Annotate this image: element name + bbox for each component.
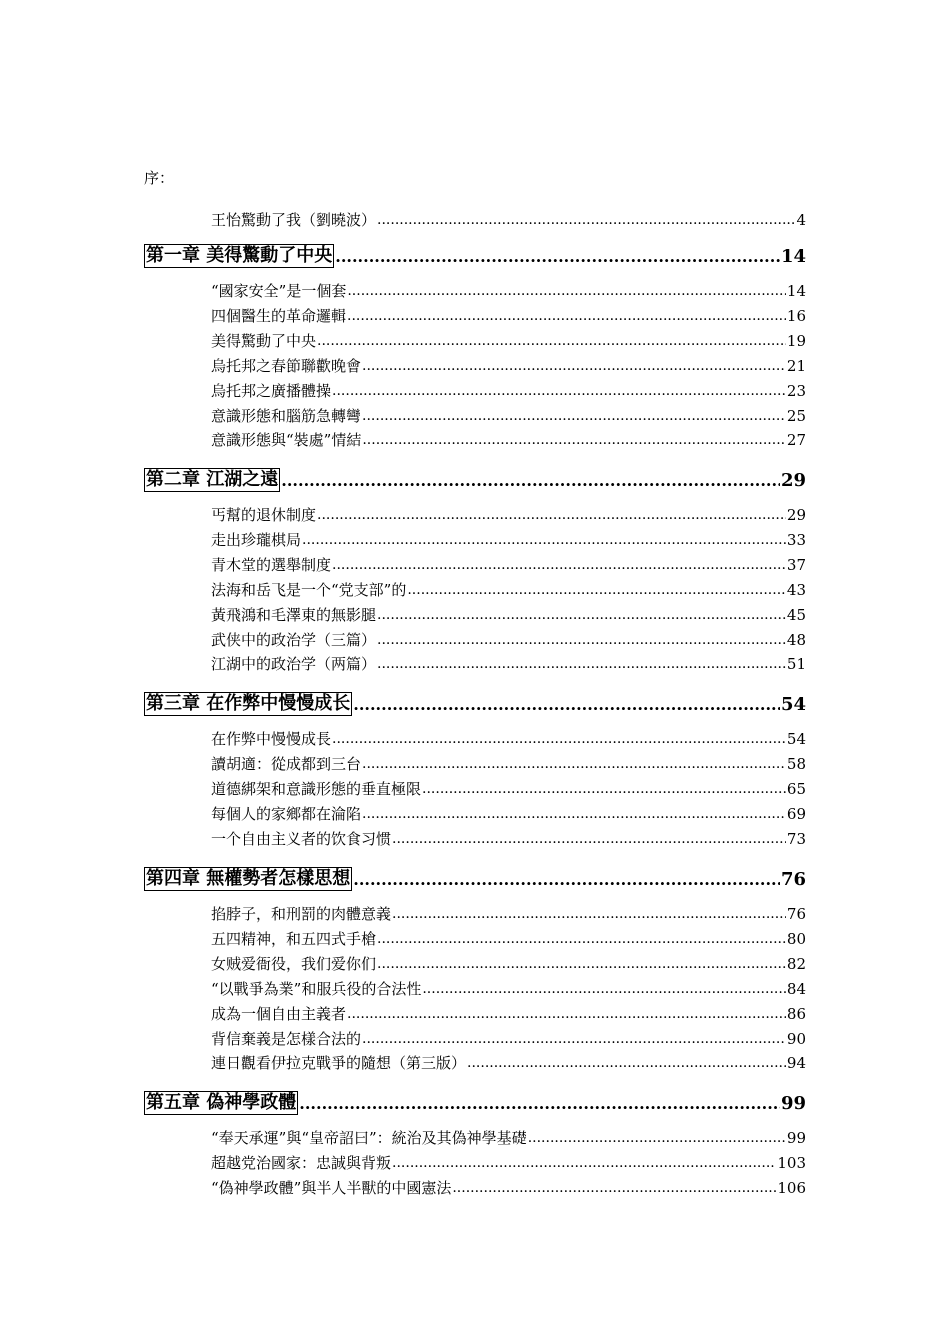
dot-leader bbox=[332, 381, 786, 401]
toc-entry[interactable] bbox=[211, 503, 806, 525]
toc-entry[interactable] bbox=[211, 578, 806, 600]
toc-entry[interactable] bbox=[211, 603, 806, 625]
chapter-heading[interactable] bbox=[144, 1089, 806, 1115]
toc-entry[interactable] bbox=[211, 1002, 806, 1024]
toc-entry-page: 76 bbox=[786, 905, 806, 923]
toc-entry[interactable] bbox=[211, 952, 806, 974]
toc-entry-title: 掐脖子，和刑罰的肉體意義 bbox=[211, 905, 392, 923]
toc-entry[interactable] bbox=[211, 727, 806, 749]
dot-leader bbox=[422, 779, 786, 799]
toc-entry[interactable] bbox=[211, 902, 806, 924]
toc-entry-title: 王怡驚動了我（劉曉波） bbox=[211, 211, 377, 229]
toc-entry-page: 82 bbox=[786, 955, 806, 973]
toc-entry[interactable] bbox=[211, 927, 806, 949]
toc-entry[interactable] bbox=[211, 1151, 806, 1173]
toc-entry-title: “奉天承運”與“皇帝詔曰”：統治及其偽神學基礎 bbox=[211, 1129, 527, 1147]
dot-leader bbox=[392, 829, 786, 849]
toc-entry[interactable] bbox=[211, 304, 806, 326]
dot-leader bbox=[335, 246, 780, 268]
toc-entry-page: 27 bbox=[786, 431, 806, 449]
toc-entry-page: 14 bbox=[786, 282, 806, 300]
chapter-heading-page: 76 bbox=[780, 869, 806, 890]
toc-entry-page: 80 bbox=[786, 930, 806, 948]
chapter-heading-title: 第四章 無權勢者怎樣思想 bbox=[146, 868, 351, 889]
dot-leader bbox=[302, 530, 786, 550]
toc-entry-title: 烏托邦之廣播體操 bbox=[211, 382, 332, 400]
toc-entry-page: 16 bbox=[786, 307, 806, 325]
toc-entry-page: 33 bbox=[786, 531, 806, 549]
toc-entry-page: 51 bbox=[786, 655, 806, 673]
toc-entry-title: 武侠中的政治学（三篇） bbox=[211, 631, 377, 649]
chapter-heading-page: 99 bbox=[780, 1093, 806, 1114]
toc-entry-title: 四個醫生的革命邏輯 bbox=[211, 307, 347, 325]
dot-leader bbox=[407, 580, 786, 600]
dot-leader bbox=[528, 1128, 786, 1148]
toc-entry[interactable] bbox=[211, 528, 806, 550]
toc-entry-page: 84 bbox=[786, 980, 806, 998]
dot-leader bbox=[347, 281, 786, 301]
toc-entry-title: 江湖中的政治学（两篇） bbox=[211, 655, 377, 673]
toc-entry[interactable] bbox=[211, 802, 806, 824]
toc-entry-title: 道德綁架和意識形態的垂直極限 bbox=[211, 780, 422, 798]
toc-entry-title: 每個人的家鄉都在淪陷 bbox=[211, 805, 362, 823]
toc-entry-page: 4 bbox=[796, 211, 806, 229]
toc-entry[interactable] bbox=[211, 1027, 806, 1049]
toc-entry-title: 青木堂的選舉制度 bbox=[211, 556, 332, 574]
toc-entry-title: 一个自由主义者的饮食习惯 bbox=[211, 830, 392, 848]
toc-entry-page: 65 bbox=[786, 780, 806, 798]
toc-entry-page: 21 bbox=[786, 357, 806, 375]
toc-entry-title: 走出珍瓏棋局 bbox=[211, 531, 302, 549]
preface-heading: 序： bbox=[144, 169, 175, 187]
toc-entry-page: 94 bbox=[786, 1054, 806, 1072]
dot-leader bbox=[332, 729, 786, 749]
chapter-heading-page: 14 bbox=[780, 246, 806, 267]
toc-entry-title: 美得驚動了中央 bbox=[211, 332, 317, 350]
toc-entry-title: 黃飛鴻和毛澤東的無影腿 bbox=[211, 606, 377, 624]
dot-leader bbox=[353, 694, 780, 716]
dot-leader bbox=[362, 356, 786, 376]
toc-entry-title: 意識形態和腦筋急轉彎 bbox=[211, 407, 362, 425]
toc-entry-page: 23 bbox=[786, 382, 806, 400]
toc-entry[interactable] bbox=[211, 279, 806, 301]
dot-leader bbox=[377, 210, 795, 230]
dot-leader bbox=[347, 306, 786, 326]
toc-entry[interactable] bbox=[211, 1126, 806, 1148]
toc-entry-page: 106 bbox=[777, 1179, 806, 1197]
toc-entry[interactable] bbox=[211, 827, 806, 849]
dot-leader bbox=[317, 331, 786, 351]
toc-entry-page: 103 bbox=[777, 1154, 806, 1172]
toc-entry[interactable] bbox=[211, 404, 806, 426]
toc-entry[interactable] bbox=[211, 329, 806, 351]
dot-leader bbox=[392, 1153, 776, 1173]
toc-entry-page: 90 bbox=[786, 1030, 806, 1048]
toc-entry-title: “國家安全”是一個套 bbox=[211, 282, 347, 300]
toc-entry-page: 25 bbox=[786, 407, 806, 425]
toc-entry-page: 99 bbox=[786, 1129, 806, 1147]
toc-entry-title: 意識形態與“裝處”情結 bbox=[211, 431, 362, 449]
chapter-heading[interactable] bbox=[144, 865, 806, 891]
chapter-heading-title: 第三章 在作弊中慢慢成长 bbox=[146, 693, 351, 714]
toc-entry-page: 69 bbox=[786, 805, 806, 823]
toc-entry-page: 43 bbox=[786, 581, 806, 599]
toc-entry[interactable] bbox=[211, 354, 806, 376]
chapter-heading-page: 29 bbox=[780, 470, 806, 491]
toc-entry-title: 連日觀看伊拉克戰爭的隨想（第三版） bbox=[211, 1054, 467, 1072]
dot-leader bbox=[362, 1029, 786, 1049]
toc-entry-page: 86 bbox=[786, 1005, 806, 1023]
dot-leader bbox=[392, 904, 786, 924]
chapter-heading[interactable] bbox=[144, 466, 806, 492]
dot-leader bbox=[317, 505, 786, 525]
chapter-heading-title: 第一章 美得驚動了中央 bbox=[146, 245, 333, 266]
toc-entry-page: 54 bbox=[786, 730, 806, 748]
chapter-heading[interactable] bbox=[144, 242, 806, 268]
dot-leader bbox=[362, 406, 786, 426]
dot-leader bbox=[299, 1093, 780, 1115]
toc-entry-title: 成為一個自由主義者 bbox=[211, 1005, 347, 1023]
toc-entry-title: 在作弊中慢慢成長 bbox=[211, 730, 332, 748]
toc-entry-title: 背信棄義是怎樣合法的 bbox=[211, 1030, 362, 1048]
chapter-heading-title: 第五章 偽神學政體 bbox=[146, 1092, 297, 1113]
dot-leader bbox=[377, 954, 786, 974]
toc-entry-page: 45 bbox=[786, 606, 806, 624]
toc-entry[interactable] bbox=[211, 428, 806, 450]
dot-leader bbox=[467, 1053, 786, 1073]
toc-entry-page: 58 bbox=[786, 755, 806, 773]
dot-leader bbox=[362, 754, 786, 774]
toc-entry[interactable] bbox=[211, 1051, 806, 1073]
toc-entry-title: 讀胡適：從成都到三台 bbox=[211, 755, 362, 773]
toc-entry[interactable] bbox=[211, 208, 806, 230]
dot-leader bbox=[377, 630, 786, 650]
toc-entry-page: 37 bbox=[786, 556, 806, 574]
chapter-heading[interactable] bbox=[144, 690, 806, 716]
chapter-heading-title: 第二章 江湖之遠 bbox=[146, 469, 279, 490]
dot-leader bbox=[422, 979, 786, 999]
dot-leader bbox=[362, 430, 786, 450]
toc-entry-page: 29 bbox=[786, 506, 806, 524]
toc-entry-title: 法海和岳飞是一个“党支部”的 bbox=[211, 581, 407, 599]
dot-leader bbox=[353, 869, 780, 891]
toc-entry[interactable] bbox=[211, 628, 806, 650]
dot-leader bbox=[362, 804, 786, 824]
dot-leader bbox=[377, 929, 786, 949]
dot-leader bbox=[332, 555, 786, 575]
chapter-heading-page: 54 bbox=[780, 694, 806, 715]
toc-entry[interactable] bbox=[211, 777, 806, 799]
toc-entry[interactable] bbox=[211, 1176, 806, 1198]
toc-entry-page: 19 bbox=[786, 332, 806, 350]
dot-leader bbox=[377, 654, 786, 674]
toc-entry-title: “偽神學政體”與半人半獸的中國憲法 bbox=[211, 1179, 452, 1197]
toc-entry-page: 48 bbox=[786, 631, 806, 649]
toc-entry[interactable] bbox=[211, 379, 806, 401]
toc-entry-title: 烏托邦之春節聯歡晚會 bbox=[211, 357, 362, 375]
toc-entry[interactable] bbox=[211, 752, 806, 774]
toc-entry-title: 五四精神，和五四式手槍 bbox=[211, 930, 377, 948]
toc-entry-title: 丐幫的退休制度 bbox=[211, 506, 317, 524]
toc-entry[interactable] bbox=[211, 977, 806, 999]
dot-leader bbox=[452, 1178, 776, 1198]
toc-entry-title: 女贼爱衙役，我们爱你们 bbox=[211, 955, 377, 973]
toc-entry-title: 超越党治國家：忠誠與背叛 bbox=[211, 1154, 392, 1172]
dot-leader bbox=[377, 605, 786, 625]
dot-leader bbox=[347, 1004, 786, 1024]
toc-entry[interactable] bbox=[211, 553, 806, 575]
toc-entry-title: “以戰爭為業”和服兵役的合法性 bbox=[211, 980, 422, 998]
dot-leader bbox=[281, 470, 780, 492]
toc-entry-page: 73 bbox=[786, 830, 806, 848]
toc-entry[interactable] bbox=[211, 652, 806, 674]
